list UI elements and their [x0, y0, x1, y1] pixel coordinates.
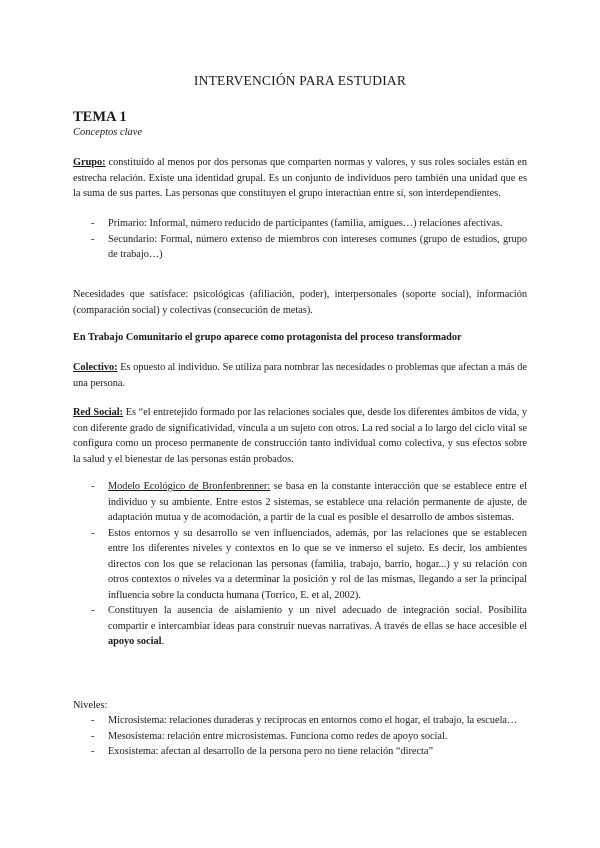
page-title: INTERVENCIÓN PARA ESTUDIAR [193, 73, 407, 88]
apoyo-social-term: apoyo social [108, 636, 162, 647]
colectivo-text: Es opuesto al individuo. Se utiliza para nombrar las necesidades o problemas que afectan a más de una persona. [73, 362, 527, 389]
trabajo-comunitario-heading: En Trabajo Comunitario el grupo aparece como protagonista del proceso transformador [73, 332, 462, 343]
red-social-list [73, 479, 527, 650]
red-social-paragraph [73, 405, 527, 467]
list-item: - Primario: Informal, número reducido de participantes (familia, amigues…) relaciones afectivas. [91, 218, 503, 229]
list-item: - Secundario: Formal, número extenso de miembros con intereses comunes (grupo de estudios, grupo de trabajo…) [91, 233, 527, 260]
section-heading: TEMA 1 [73, 109, 127, 125]
grupo-paragraph [73, 155, 527, 202]
colectivo-paragraph [73, 360, 527, 391]
niveles-label: Niveles: [73, 700, 108, 711]
grupo-list [73, 216, 527, 263]
list-item: - Microsistema: relaciones duraderas y recíprocas en entornos como el hogar, el trabajo, la escuela… [91, 715, 518, 726]
section-subtitle: Conceptos clave [73, 127, 143, 138]
list-item: - Modelo Ecológico de Bronfenbrenner: se basa en la constante interacción que se establece entre el individuo y su ambiente. Entre estos 2 sistemas, se establece una relación permanente de ajuste, de adaptación mutua y de acomodación, a partir de la cual es posible el desarrollo de ambos sistemas. [91, 481, 528, 523]
red-social-text: Es “el entretejido formado por las relaciones sociales que, desde los diferentes ámbitos de vida, y con diferente grado de significatividad, vincula a un sujeto con otros. La red social a lo largo del ciclo vital se configura como un proceso permanente de construcción tanto individual como colectiva, y sus efectos sobre la salud y el bienestar de las personas están probados. [73, 407, 527, 465]
list-item: - Constituyen la ausencia de aislamiento y un nivel adecuado de integración social. Posibilita compartir e intercambiar ideas para construir nuevas narrativas. A través de ellas se hace accesible el apoyo social. [91, 605, 527, 647]
bronfenbrenner-term: Modelo Ecológico de Bronfenbrenner: [108, 481, 271, 492]
grupo-term: Grupo: [73, 157, 106, 168]
list-item: - Mesosistema: relación entre microsistemas. Funciona como redes de apoyo social. [91, 730, 448, 742]
list-item: - Estos entornos y su desarrollo se ven influenciados, además, por las relaciones que se establecen entre los diferentes niveles y contextos en lo que se ve inmerso el sujeto. Es decir, los ambientes directos con los que se relacionan las personas (familia, trabajo, barrio, hogar...) y su relación con otros contextos o niveles va a determinar la posición y rol de las mismas, llegando a ser la principal influencia sobre la conducta humana (Torrico, E. et al, 2002). [91, 527, 527, 601]
grupo-text: constituido al menos por dos personas que comparten normas y valores, y sus roles sociales están en estrecha relación. Existe una identidad grupal. Es un conjunto de individuos pero también una unidad que es la suma de sus partes. Las personas que constituyen el grupo interactúan entre sí, son interdependientes. [73, 157, 527, 199]
list-item: - Exosistema: afectan al desarrollo de la persona pero no tiene relación “directa” [91, 746, 434, 757]
niveles-list [73, 713, 527, 760]
necesidades-paragraph: Necesidades que satisface: psicológicas (afiliación, poder), interpersonales (soporte social), información (comparación social) y colectivas (consecución de metas). [73, 289, 527, 316]
colectivo-term: Colectivo: [73, 362, 118, 373]
red-social-term: Red Social: [73, 407, 124, 418]
